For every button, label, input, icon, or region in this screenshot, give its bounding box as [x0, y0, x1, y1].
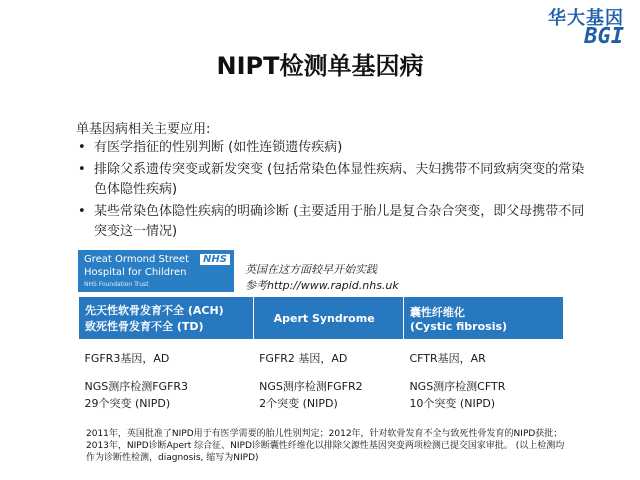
footnote: 2011年，英国批准了NIPD用于有医学需要的胎儿性别判定；2012年，针对软骨发育不全与致死性骨发育的NIPD获批；2013年，NIPD诊断Apert 综合征、NIPD诊断囊性纤维化以排除父源性基因突变两项检测已提交国家审批。 (以上检测均作为诊断性检测，diagnosis, 缩写为NIPD): [86, 429, 565, 463]
table-header-cell: 囊性纤维化 (Cystic fibrosis): [403, 297, 563, 340]
table-cell: FGFR3基因，AD: [84, 352, 170, 365]
gosh-nhs-logo: [78, 250, 234, 292]
bgi-logo: [538, 4, 630, 50]
table-cell: NGS测序检测CFTR 10个突变 (NIPD): [409, 380, 506, 410]
disease-table: [78, 296, 564, 420]
table-header-cell: 先天性软骨发育不全 (ACH) 致死性骨发育不全 (TD): [79, 297, 254, 340]
logo-bgi-text: BGI: [584, 24, 624, 49]
table-header-cell: Apert Syndrome: [253, 297, 403, 340]
reference-link: 参考http://www.rapid.nhs.uk: [245, 279, 399, 292]
bullet-text: 有医学指征的性别判断 (如性连锁遗传疾病): [94, 140, 343, 155]
table-row: [79, 340, 564, 375]
bullet-item: [76, 138, 596, 158]
table-cell: FGFR2 基因，AD: [259, 352, 348, 365]
bullet-item: [76, 160, 596, 200]
table-row: [79, 374, 564, 420]
nhs-badge: NHS: [200, 254, 230, 265]
table-cell: NGS测序检测FGFR2 2个突变 (NIPD): [259, 380, 363, 410]
table-cell: CFTR基因，AR: [409, 352, 486, 365]
logo-chinese-text: 华大基因: [548, 8, 624, 29]
table-header-row: [79, 297, 564, 340]
nhs-hospital-name-line2: Hospital for Children: [84, 267, 187, 278]
nhs-hospital-name-line1: Great Ormond Street: [84, 254, 189, 265]
bullet-icon: •: [78, 204, 86, 219]
page-title: NIPT检测单基因病: [216, 52, 424, 80]
bullet-list: [76, 138, 596, 244]
bullet-item: [76, 202, 596, 242]
reference-note: 英国在这方面较早开始实践: [245, 263, 377, 276]
intro-heading: 单基因病相关主要应用:: [76, 122, 211, 137]
nhs-trust-name: NHS Foundation Trust: [84, 281, 149, 288]
bullet-text: 排除父系遗传突变或新发突变 (包括常染色体显性疾病、夫妇携带不同致病突变的常染色体隐性疾病): [94, 162, 585, 197]
table-cell: NGS测序检测FGFR3 29个突变 (NIPD): [84, 380, 189, 410]
bullet-icon: •: [78, 162, 86, 177]
bullet-text: 某些常染色体隐性疾病的明确诊断 (主要适用于胎儿是复合杂合突变，即父母携带不同突变这一情况): [94, 204, 585, 239]
bullet-icon: •: [78, 140, 86, 155]
